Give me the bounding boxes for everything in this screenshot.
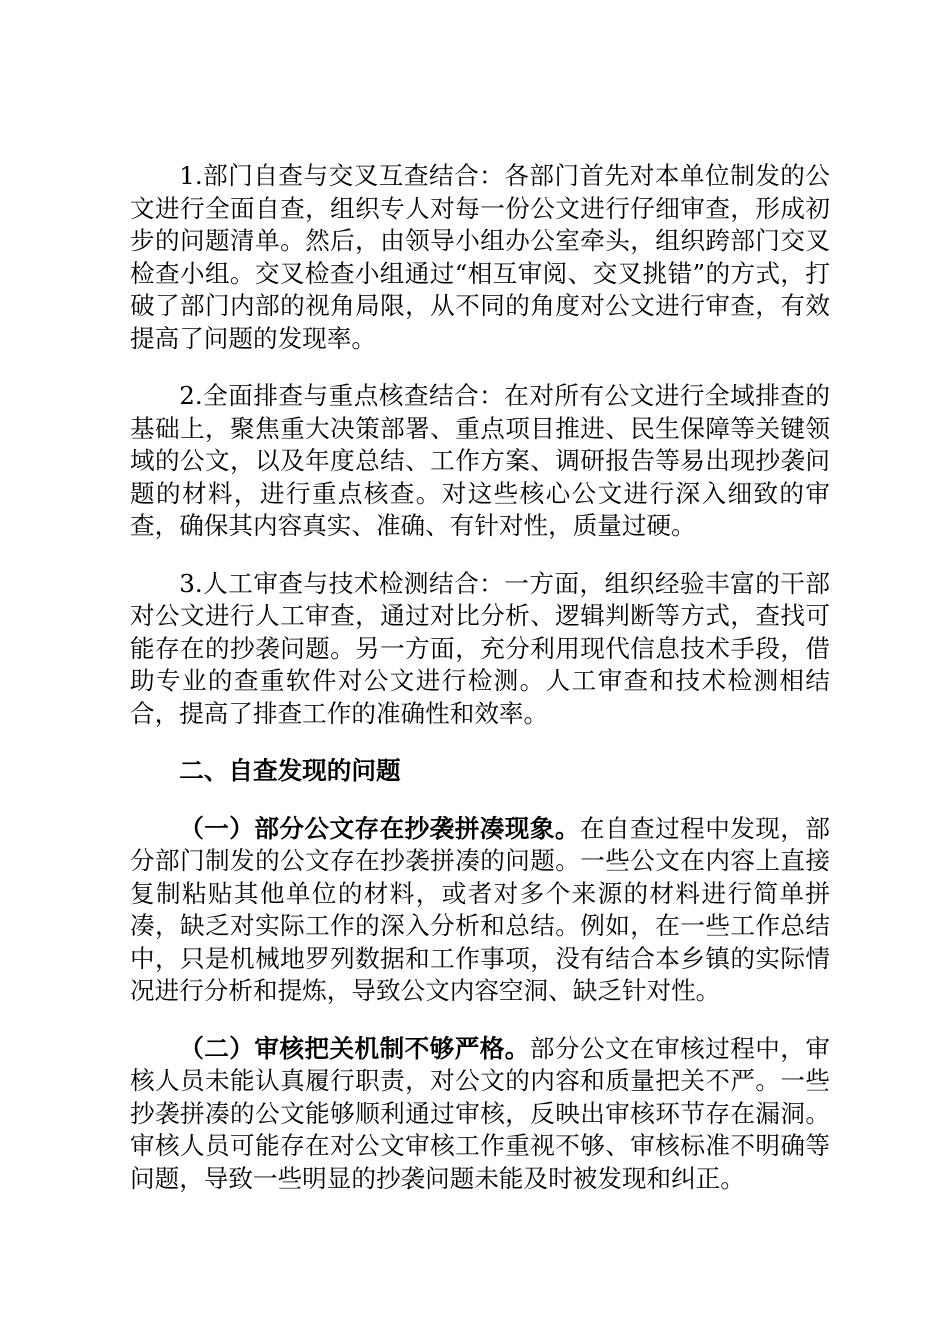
issue-text-review: 部分公文在审核过程中，审核人员未能认真履行职责，对公文的内容和质量把关不严。一些抄袭拼凑的公文能够顺利通过审核，反映出审核环节存在漏洞。审核人员可能存在对公文审核工作重视不够、审核标准不明确等问题，导致一些明显的抄袭问题未能及时被发现和纠正。 <box>130 1033 830 1193</box>
issue-lead-plagiarism: （一）部分公文存在抄袭拼凑现象。 <box>179 813 580 843</box>
paragraph-manual-tech-check: 3.人工审查与技术检测结合：一方面，组织经验丰富的干部对公文进行人工审查，通过对比分析、逻辑判断等方式，查找可能存在的抄袭问题。另一方面，充分利用现代信息技术手段，借助专业的查重软件对公文进行检测。人工审查和技术检测相结合，提高了排查工作的准确性和效率。 <box>130 568 830 728</box>
issue-lead-review: （二）审核把关机制不够严格。 <box>179 1033 530 1063</box>
paragraph-comprehensive-check: 2.全面排查与重点核查结合：在对所有公文进行全域排查的基础上，聚焦重大决策部署、重点项目推进、民生保障等关键领域的公文，以及年度总结、工作方案、调研报告等易出现抄袭问题的材料，进行重点核查。对这些核心公文进行深入细致的审查，确保其内容真实、准确、有针对性，质量过硬。 <box>130 381 830 540</box>
issue-text-plagiarism: 在自查过程中发现，部分部门制发的公文存在抄袭拼凑的问题。一些公文在内容上直接复制粘贴其他单位的材料，或者对多个来源的材料进行简单拼凑，缺乏对实际工作的深入分析和总结。例如，在一些工作总结中，只是机械地罗列数据和工作事项，没有结合本乡镇的实际情况进行分析和提炼，导致公文内容空洞、缺乏针对性。 <box>130 813 830 1005</box>
document-page <box>130 160 830 1195</box>
paragraph-spacer <box>130 1008 830 1033</box>
paragraph-spacer <box>130 355 830 380</box>
section-heading: 二、自查发现的问题 <box>179 756 401 785</box>
paragraph-spacer <box>130 730 830 755</box>
paragraph-spacer <box>130 788 830 813</box>
paragraph-dept-self-check: 1.部门自查与交叉互查结合：各部门首先对本单位制发的公文进行全面自查，组织专人对每一份公文进行仔细审查，形成初步的问题清单。然后，由领导小组办公室牵头，组织跨部门交叉检查小组。交叉检查小组通过“相互审阅、交叉挑错”的方式，打破了部门内部的视角局限，从不同的角度对公文进行审查，有效提高了问题的发现率。 <box>130 161 830 353</box>
issue-paragraph-review <box>130 1033 830 1196</box>
issue-paragraph-plagiarism <box>130 813 830 1008</box>
paragraph-spacer <box>130 543 830 568</box>
